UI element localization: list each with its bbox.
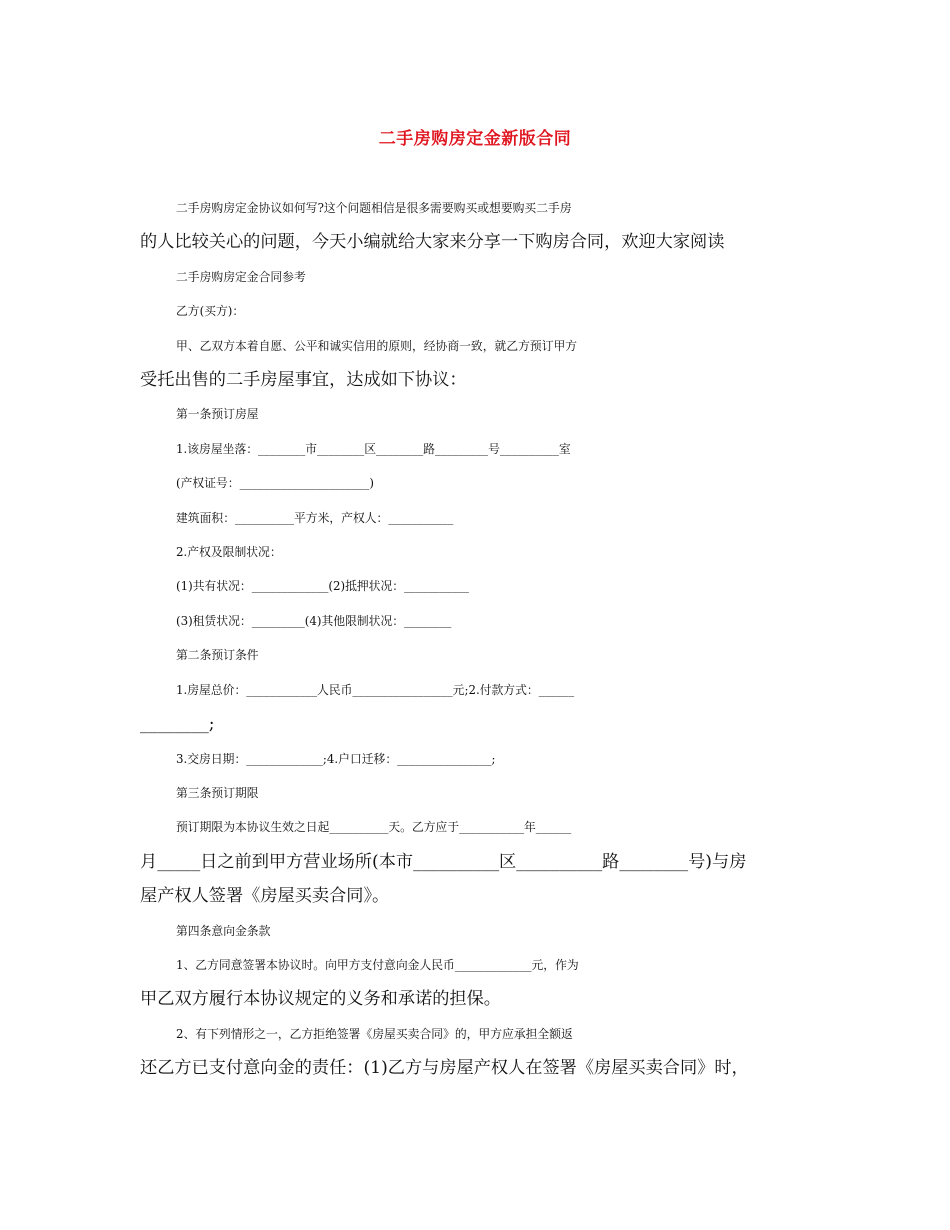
text-line: 甲、乙双方本着自愿、公平和诚实信用的原则，经协商一致，就乙方预订甲方 [176,338,578,353]
document-body [140,191,815,1086]
text-line: (1)共有状况：_____________(2)抵押状况：___________ [176,579,469,594]
text-line: 2、有下列情形之一，乙方拒绝签署《房屋买卖合同》的，甲方应承担全额返 [176,1026,573,1041]
text-line: 第三条预订期限 [176,785,259,800]
text-line: 还乙方已支付意向金的责任：(1)乙方与房屋产权人在签署《房屋买卖合同》时， [140,1058,749,1079]
text-line: 的人比较关心的问题，今天小编就给大家来分享一下购房合同，欢迎大家阅读 [140,232,725,253]
text-line: 月_____日之前到甲方营业场所(本市__________区__________路________号)与房 [140,851,747,872]
text-line: 1、乙方同意签署本协议时。向甲方支付意向金人民币_____________元，作为 [176,957,579,972]
text-line: 乙方(买方)： [176,304,245,319]
text-line: 二手房购房定金合同参考 [176,269,306,284]
text-line: (产权证号：______________________) [176,476,374,491]
text-line: 建筑面积：__________平方米，产权人：___________ [176,510,454,525]
text-line: 预订期限为本协议生效之日起__________天。乙方应于___________年______ [176,820,572,835]
text-line: ________; [140,714,215,735]
text-line: 1.房屋总价：____________人民币_________________元;2.付款方式：______ [176,682,575,697]
document-title: 二手房购房定金新版合同 [378,129,572,149]
text-line: 第四条意向金条款 [176,923,271,938]
text-line: 3.交房日期：_____________;4.户口迁移：________________; [176,751,496,766]
text-line: 甲乙双方履行本协议规定的义务和承诺的担保。 [140,989,501,1010]
text-line: 受托出售的二手房屋事宜，达成如下协议： [140,370,467,391]
text-line: 第二条预订条件 [176,648,259,663]
text-line: 2.产权及限制状况： [176,545,282,560]
text-line: (3)租赁状况：_________(4)其他限制状况：________ [176,613,452,628]
text-line: 1.该房屋坐落：________市________区________路_________号__________室 [176,441,571,456]
text-line: 第一条预订房屋 [176,407,259,422]
text-line: 屋产权人签署《房屋买卖合同》。 [140,886,390,907]
text-line: 二手房购房定金协议如何写?这个问题相信是很多需要购买或想要购买二手房 [176,201,572,215]
